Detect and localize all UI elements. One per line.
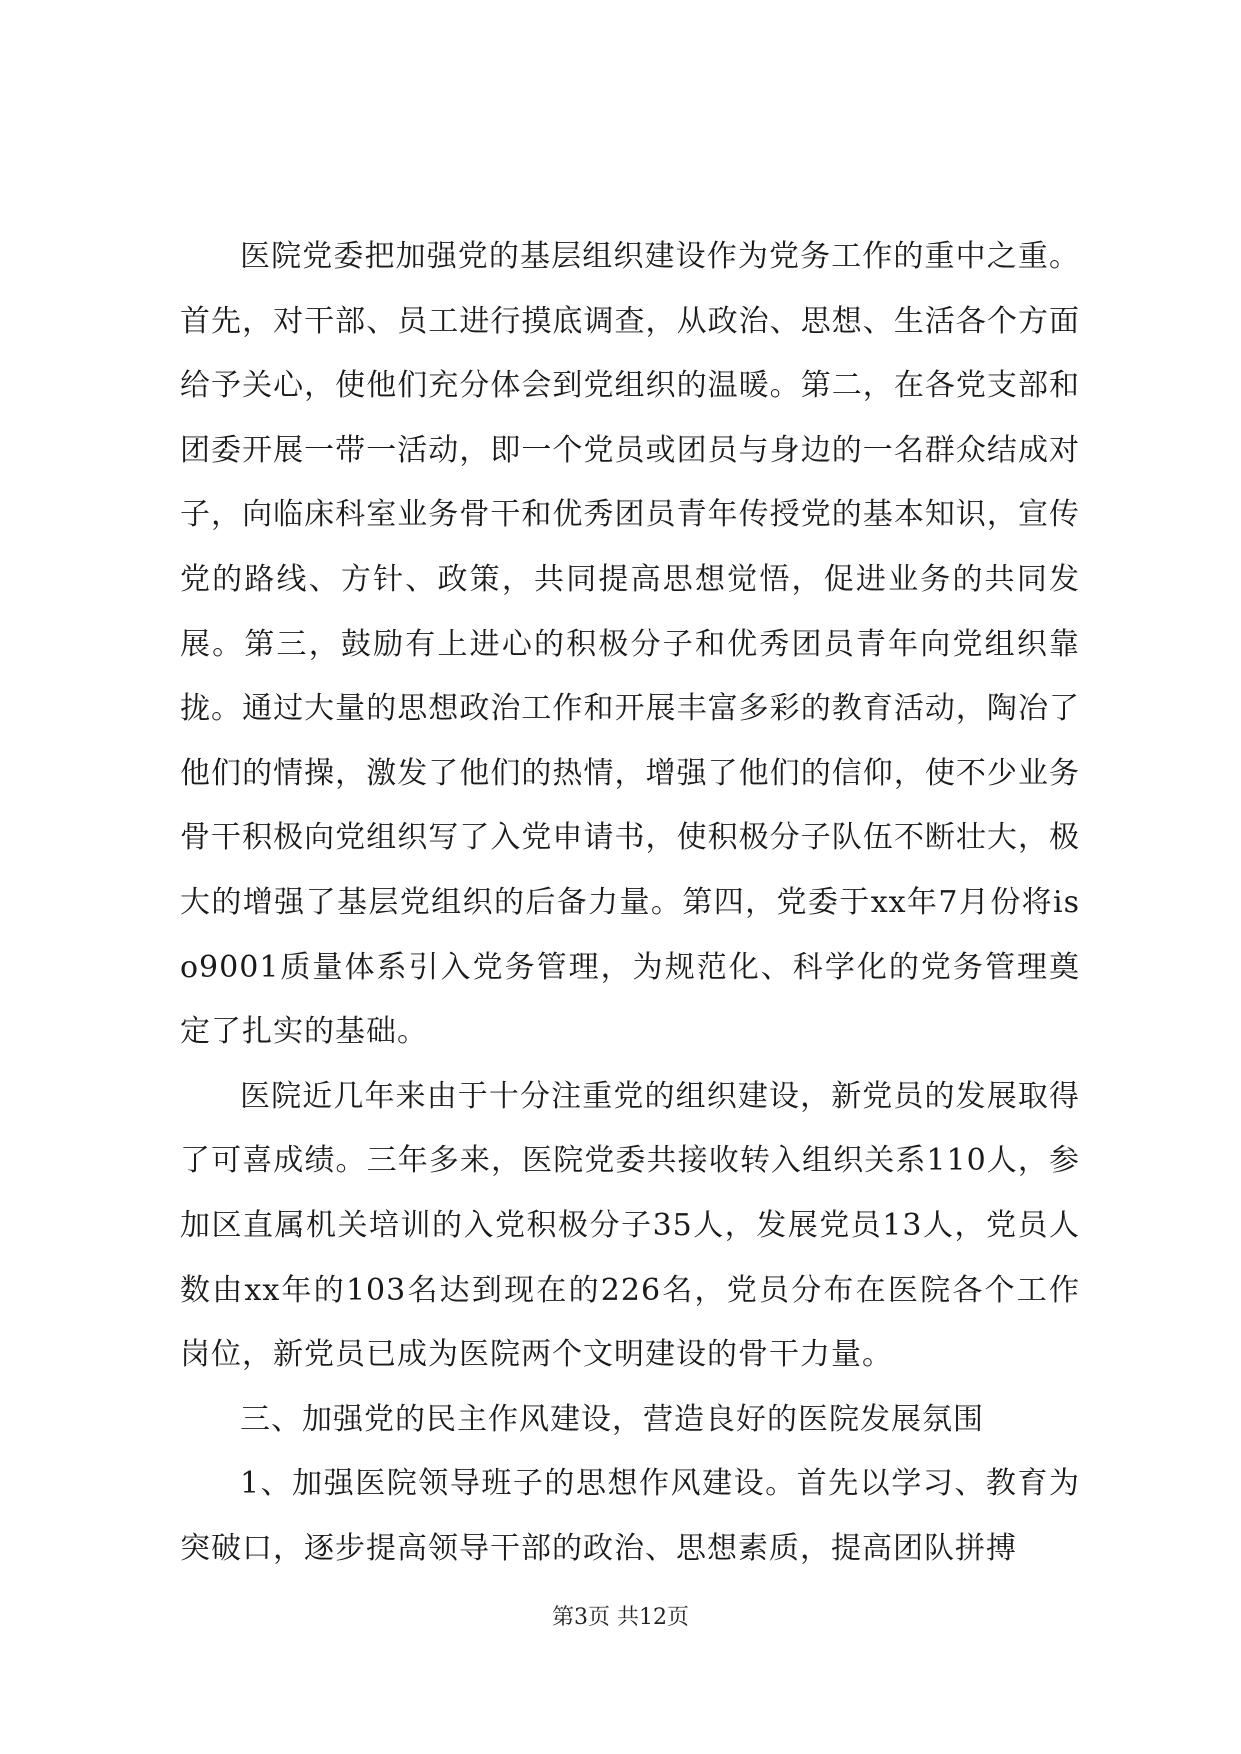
paragraph-org-building: 医院党委把加强党的基层组织建设作为党务工作的重中之重。首先，对干部、员工进行摸底调查，从政治、思想、生活各个方面给予关心，使他们充分体会到党组织的温暖。第二，在各党支部和团委开展一带一活动，即一个党员或团员与身边的一名群众结成对子，向临床科室业务骨干和优秀团员青年传授党的基本知识，宣传党的路线、方针、政策，共同提高思想觉悟，促进业务的共同发展。第三，鼓励有上进心的积极分子和优秀团员青年向党组织靠拢。通过大量的思想政治工作和开展丰富多彩的教育活动，陶冶了他们的情操，激发了他们的热情，增强了他们的信仰，使不少业务骨干积极向党组织写了入党申请书，使积极分子队伍不断壮大，极大的增强了基层党组织的后备力量。第四，党委于xx年7月份将iso9001质量体系引入党务管理，为规范化、科学化的党务管理奠定了扎实的基础。 <box>180 239 1080 1050</box>
page-number-footer: 第3页 共12页 <box>552 1605 689 1630</box>
paragraph-leadership-style: 1、加强医院领导班子的思想作风建设。首先以学习、教育为突破口，逐步提高领导干部的政治、思想素质，提高团队拼搏 <box>180 1466 1080 1566</box>
document-body <box>180 225 1080 1581</box>
paragraph-new-members: 医院近几年来由于十分注重党的组织建设，新党员的发展取得了可喜成绩。三年多来，医院党委共接收转入组织关系110人，参加区直属机关培训的入党积极分子35人，发展党员13人，党员人数由xx年的103名达到现在的226名，党员分布在医院各个工作岗位，新党员已成为医院两个文明建设的骨干力量。 <box>180 1078 1080 1373</box>
section-heading-democratic-style: 三、加强党的民主作风建设，营造良好的医院发展氛围 <box>240 1401 984 1437</box>
